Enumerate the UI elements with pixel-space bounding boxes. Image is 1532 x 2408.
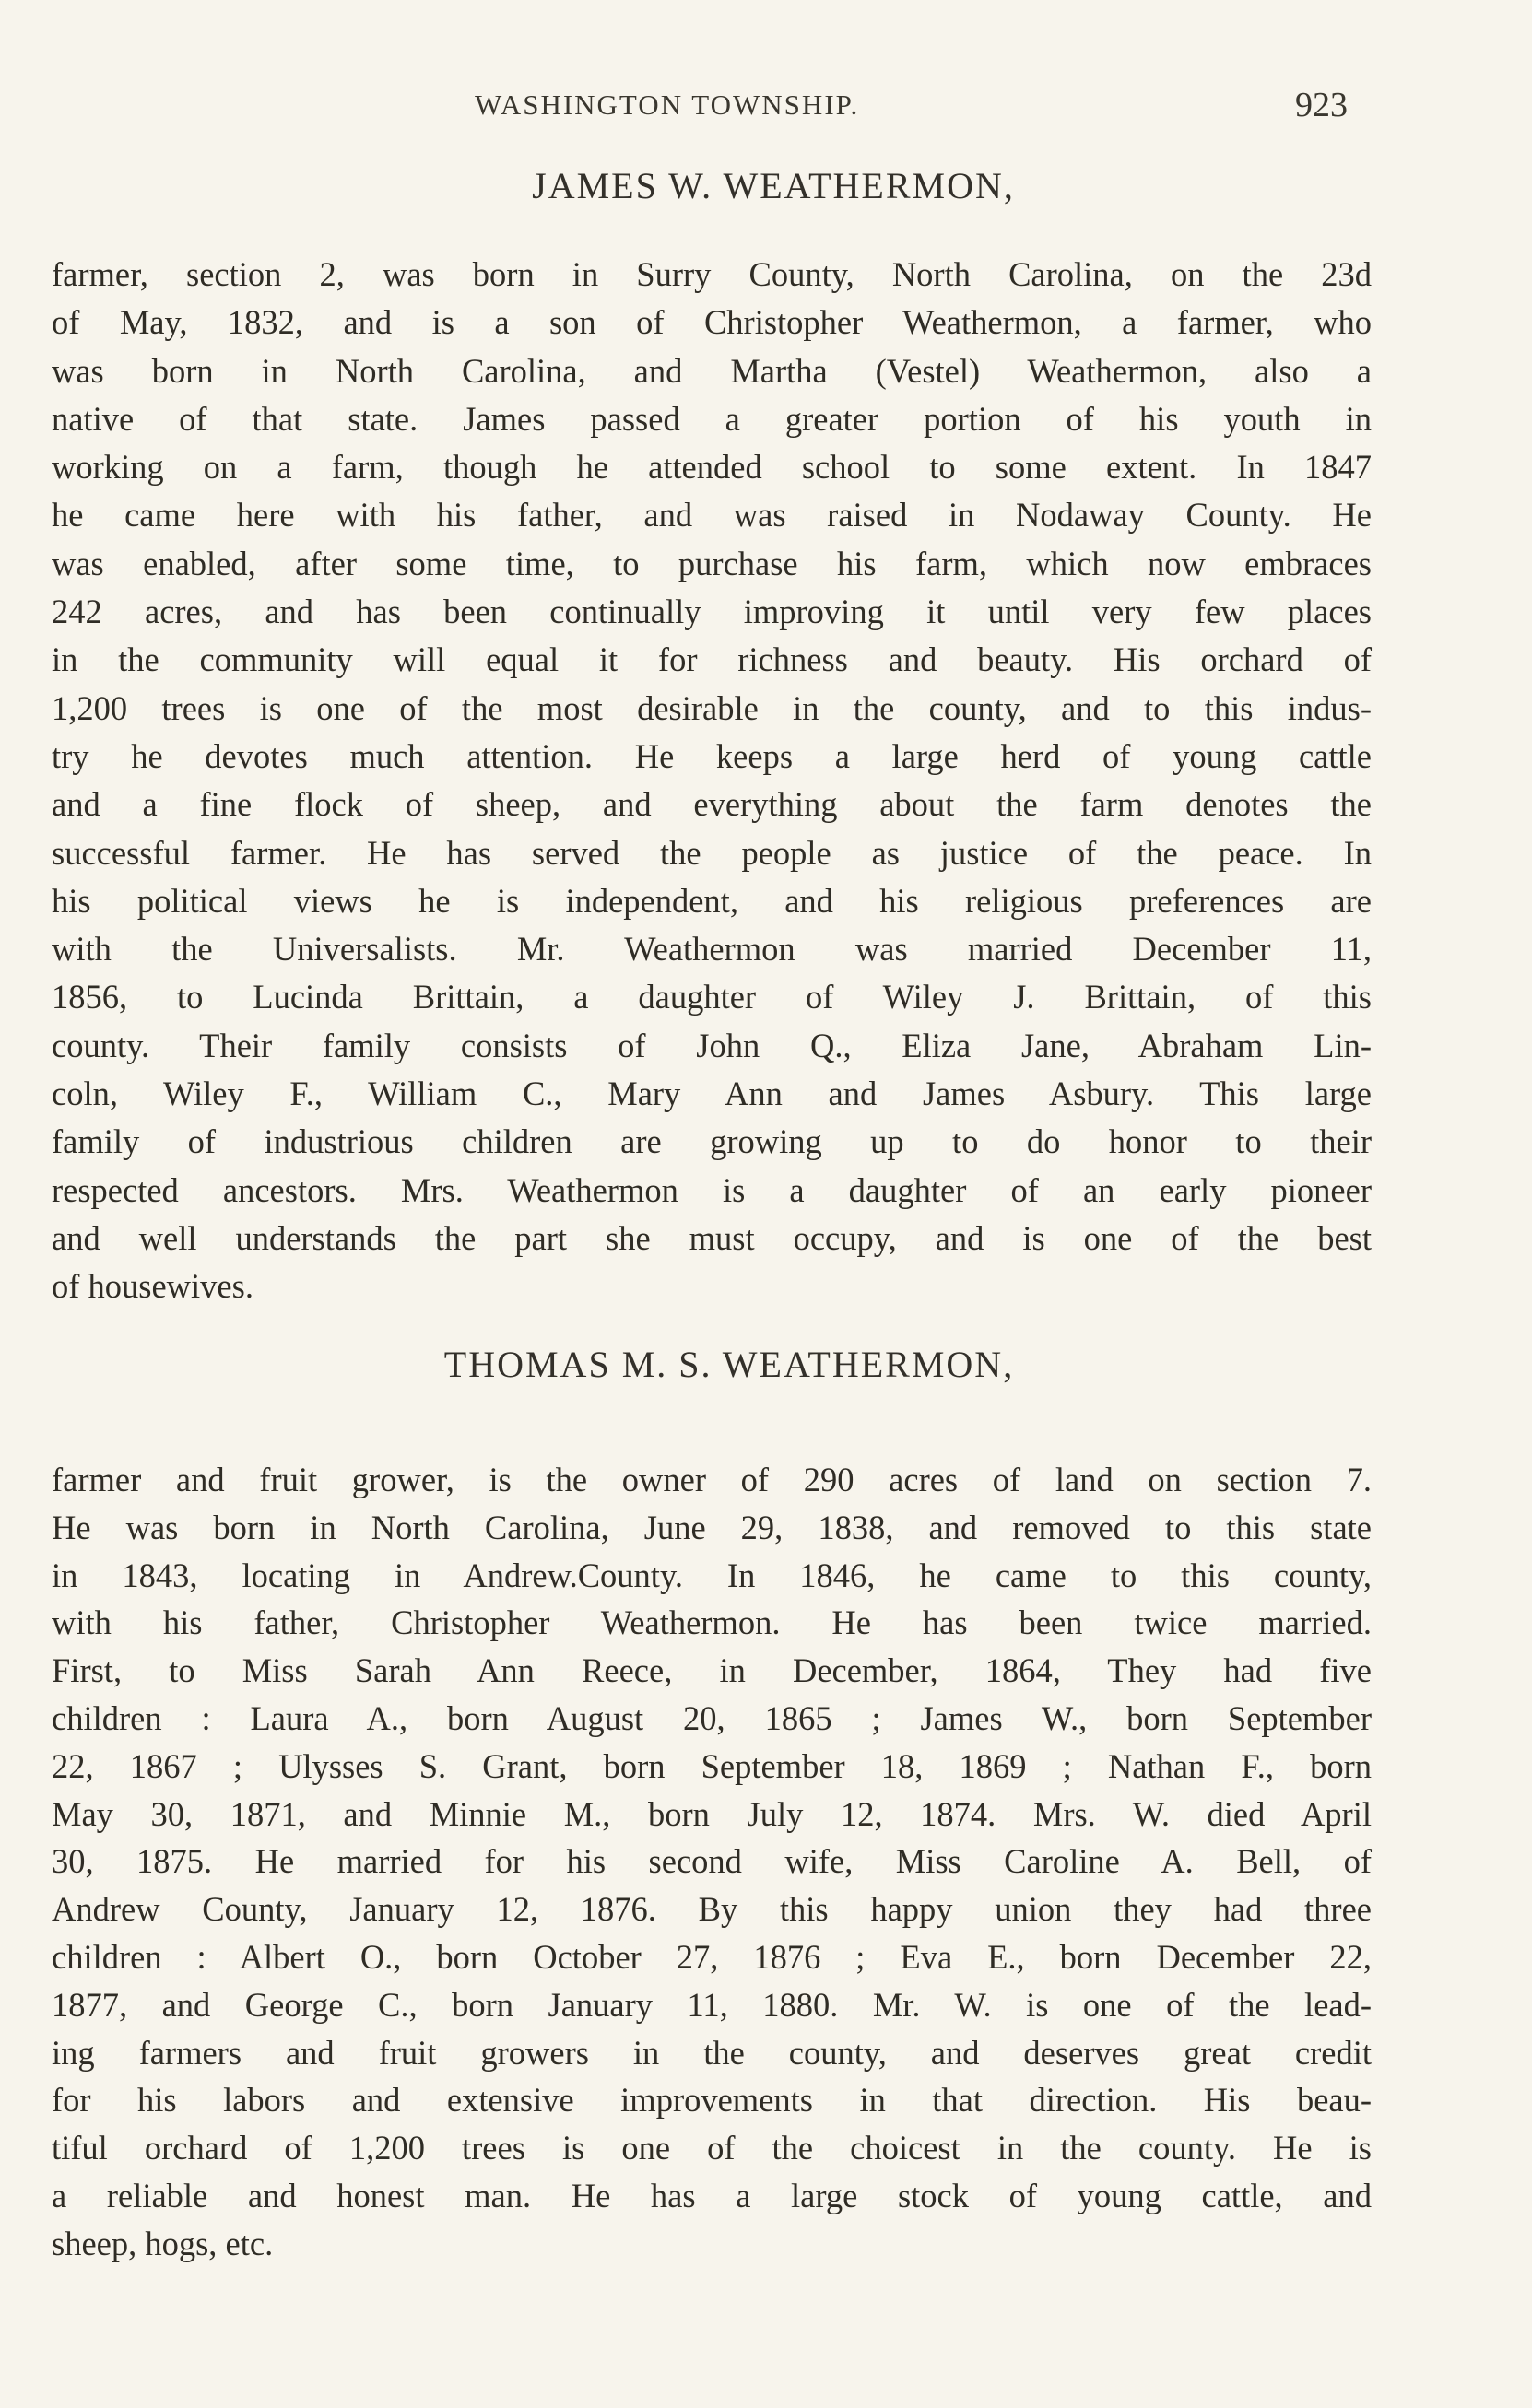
text-line: for his labors and extensive improvements in that direction. His beau- <box>52 2081 1372 2120</box>
text-line: a reliable and honest man. He has a large stock of young cattle, and <box>52 2176 1372 2214</box>
text-line: 1877, and George C., born January 11, 1880. Mr. W. is one of the lead- <box>52 1985 1372 2024</box>
text-line: He was born in North Carolina, June 29, 1838, and removed to this state <box>52 1508 1372 1546</box>
running-head: WASHINGTON TOWNSHIP. <box>475 88 860 121</box>
text-line: he came here with his father, and was raised in Nodaway County. He <box>52 496 1372 534</box>
text-line: successful farmer. He has served the people as justice of the peace. In <box>52 833 1372 872</box>
text-line: was enabled, after some time, to purchase his farm, which now embraces <box>52 544 1372 582</box>
text-line: in 1843, locating in Andrew.County. In 1846, he came to this county, <box>52 1556 1372 1594</box>
text-line: and well understands the part she must occupy, and is one of the best <box>52 1218 1372 1257</box>
text-line: farmer and fruit grower, is the owner of 290 acres of land on section 7. <box>52 1461 1372 1498</box>
page-number: 923 <box>1295 86 1348 124</box>
text-line: of May, 1832, and is a son of Christopher Weathermon, a farmer, who <box>52 303 1372 342</box>
text-line: was born in North Carolina, and Martha (Vestel) Weathermon, also a <box>52 351 1372 390</box>
text-line: working on a farm, though he attended school to some extent. In 1847 <box>52 448 1372 487</box>
text-line: his political views he is independent, and his religious preferences are <box>52 881 1372 920</box>
text-line: children : Laura A., born August 20, 1865 ; James W., born September <box>52 1698 1372 1737</box>
text-line: county. Their family consists of John Q., Eliza Jane, Abraham Lin- <box>52 1026 1372 1064</box>
text-line: 30, 1875. He married for his second wife, Miss Caroline A. Bell, of <box>52 1842 1372 1881</box>
text-line: and a fine flock of sheep, and everything about the farm denotes the <box>52 785 1372 824</box>
text-line: with his father, Christopher Weathermon. He has been twice married. <box>52 1603 1372 1642</box>
text-line: family of industrious children are growing up to do honor to their <box>52 1122 1372 1161</box>
text-line: 22, 1867 ; Ulysses S. Grant, born September 18, 1869 ; Nathan F., born <box>52 1746 1372 1785</box>
text-line: of housewives. <box>52 1267 253 1306</box>
text-line: tiful orchard of 1,200 trees is one of the choicest in the county. He is <box>52 2129 1372 2167</box>
text-line: 1,200 trees is one of the most desirable in the county, and to this indus- <box>52 688 1372 727</box>
biography-paragraph <box>52 251 1372 1311</box>
text-line: 242 acres, and has been continually improving it until very few places <box>52 593 1372 631</box>
text-line: coln, Wiley F., William C., Mary Ann and James Asbury. This large <box>52 1075 1372 1113</box>
text-line: sheep, hogs, etc. <box>52 2224 274 2262</box>
section-heading: JAMES W. WEATHERMON, <box>532 165 1015 206</box>
biography-paragraph <box>52 1456 1372 2268</box>
text-line: farmer, section 2, was born in Surry County, North Carolina, on the 23d <box>52 255 1372 293</box>
text-line: in the community will equal it for richness and beauty. His orchard of <box>52 640 1372 679</box>
text-line: native of that state. James passed a greater portion of his youth in <box>52 399 1372 438</box>
text-line: try he devotes much attention. He keeps a large herd of young cattle <box>52 736 1372 775</box>
text-line: respected ancestors. Mrs. Weathermon is a daughter of an early pioneer <box>52 1170 1372 1209</box>
text-line: 1856, to Lucinda Brittain, a daughter of Wiley J. Brittain, of this <box>52 978 1372 1016</box>
section-heading: THOMAS M. S. WEATHERMON, <box>443 1344 1015 1385</box>
text-line: May 30, 1871, and Minnie M., born July 12, 1874. Mrs. W. died April <box>52 1794 1372 1833</box>
text-line: ing farmers and fruit growers in the county, and deserves great credit <box>52 2033 1372 2072</box>
text-line: children : Albert O., born October 27, 1876 ; Eva E., born December 22, <box>52 1937 1372 1976</box>
text-line: First, to Miss Sarah Ann Reece, in December, 1864, They had five <box>52 1651 1372 1690</box>
text-line: Andrew County, January 12, 1876. By this happy union they had three <box>52 1890 1372 1929</box>
text-line: with the Universalists. Mr. Weathermon was married December 11, <box>52 930 1372 969</box>
